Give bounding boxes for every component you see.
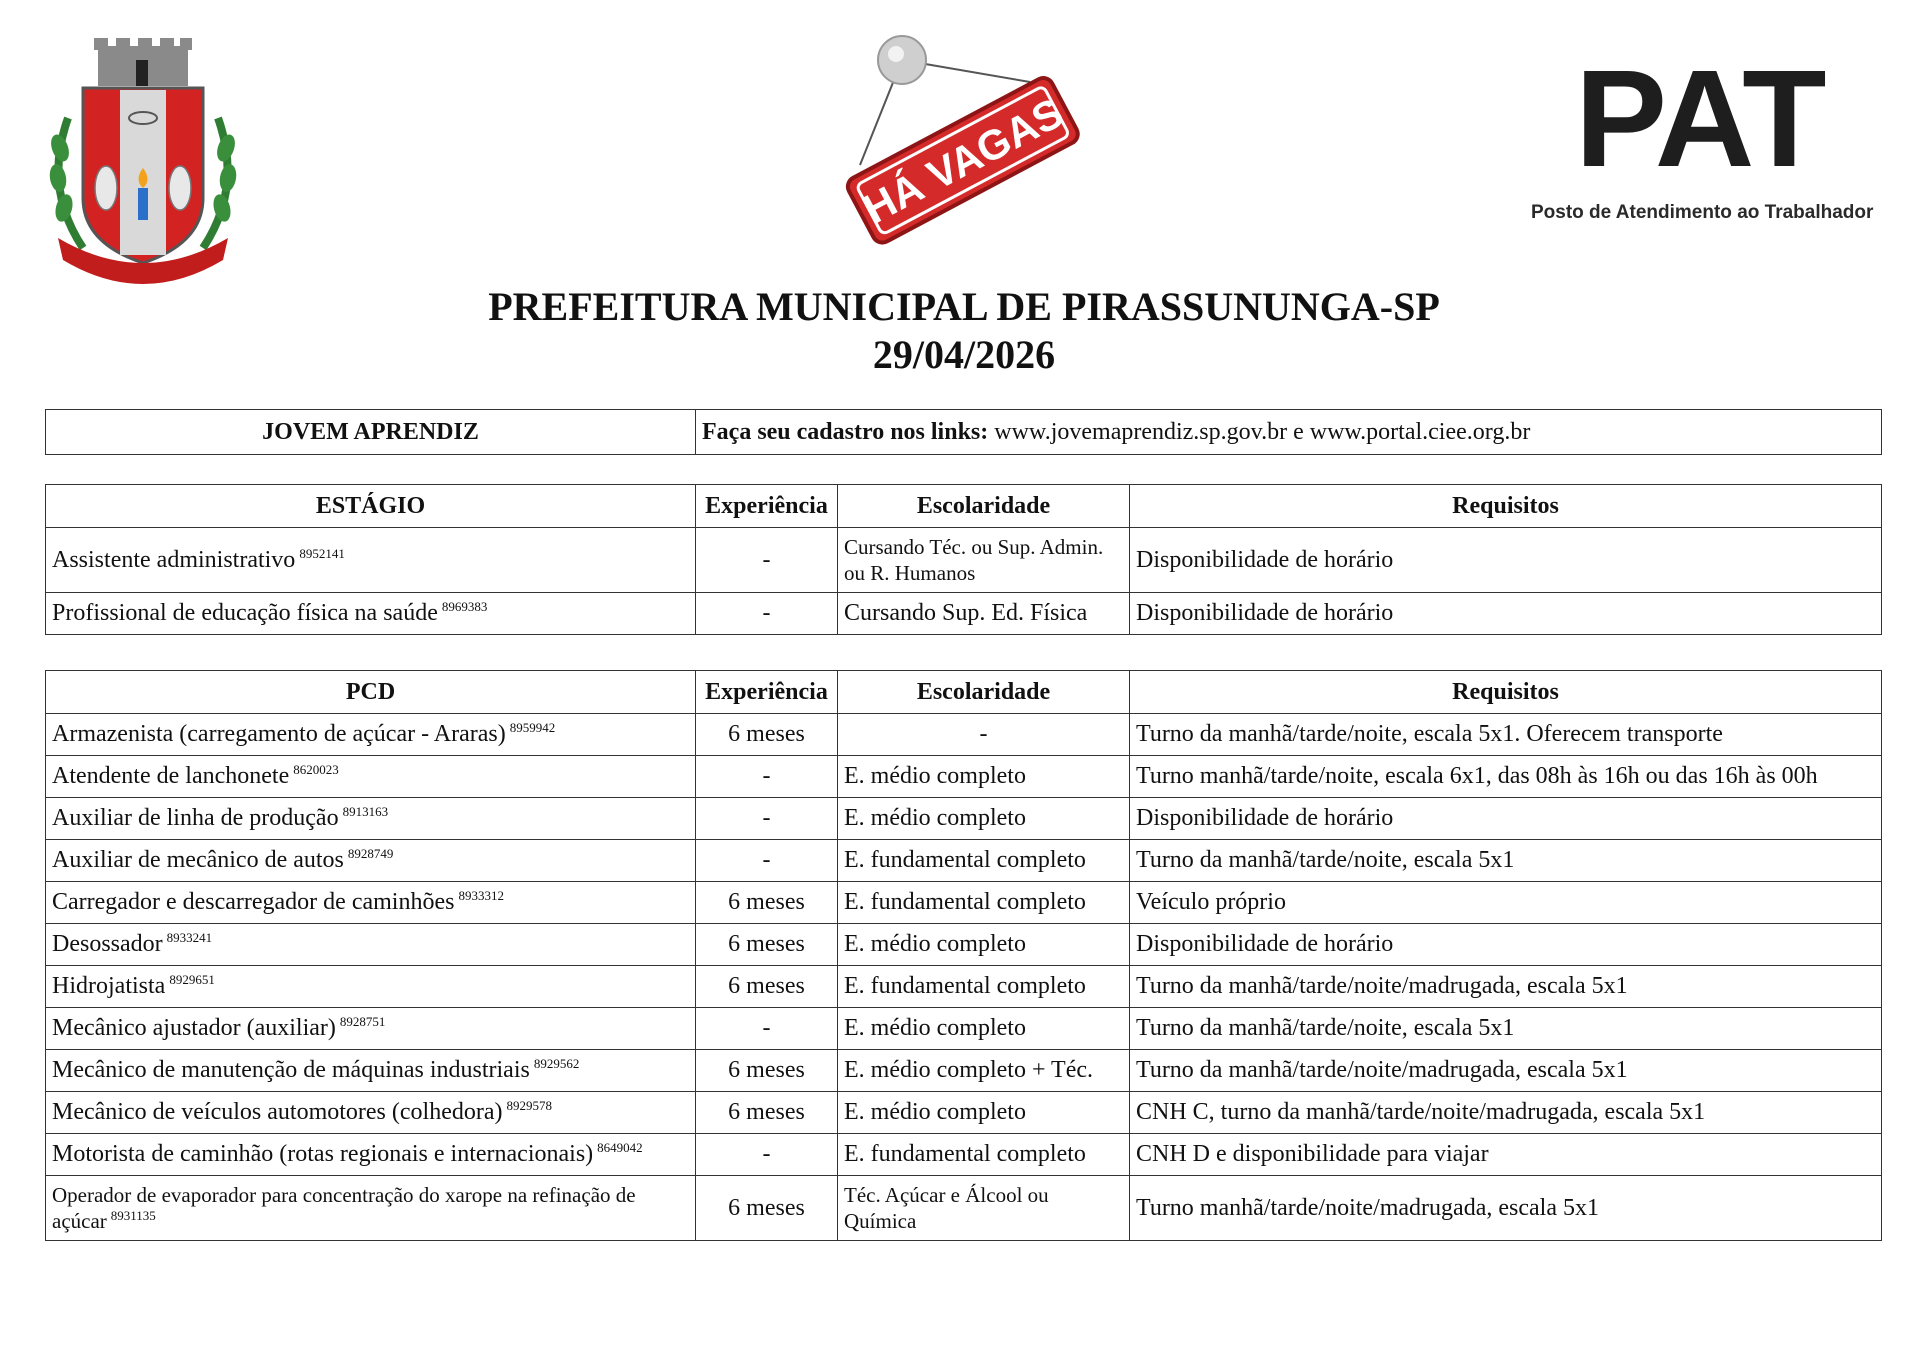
- experiencia-cell: -: [696, 840, 838, 882]
- experiencia-cell: -: [696, 1008, 838, 1050]
- experiencia-cell: -: [696, 528, 838, 593]
- escolaridade-cell: E. fundamental completo: [838, 1134, 1130, 1176]
- vaga-code: 8928749: [347, 846, 394, 861]
- table-row: [46, 1176, 1882, 1241]
- vaga-cell: [46, 840, 696, 882]
- experiencia-cell: 6 meses: [696, 714, 838, 756]
- experiencia-cell: 6 meses: [696, 1092, 838, 1134]
- requisitos-cell: Veículo próprio: [1130, 882, 1882, 924]
- requisitos-cell: Disponibilidade de horário: [1130, 798, 1882, 840]
- table-row: [46, 1092, 1882, 1134]
- vaga-cell: [46, 1176, 696, 1241]
- vaga-cell: [46, 714, 696, 756]
- hiring-sign-text: HÁ VAGAS: [855, 88, 1071, 233]
- experiencia-cell: -: [696, 798, 838, 840]
- escolaridade-cell: E. médio completo: [838, 924, 1130, 966]
- requisitos-cell: Turno da manhã/tarde/noite, escala 5x1: [1130, 840, 1882, 882]
- links-label: Faça seu cadastro nos links:: [702, 418, 989, 445]
- vaga-cell: [46, 798, 696, 840]
- vaga-title: Hidrojatista: [52, 973, 166, 999]
- experiencia-cell: 6 meses: [696, 966, 838, 1008]
- escolaridade-cell: E. médio completo: [838, 756, 1130, 798]
- escolaridade-cell: E. médio completo: [838, 798, 1130, 840]
- vaga-code: 8929651: [169, 972, 215, 987]
- vaga-cell: [46, 528, 696, 593]
- escolaridade-cell: E. médio completo: [838, 1092, 1130, 1134]
- vaga-cell: [46, 1050, 696, 1092]
- vaga-title: Carregador e descarregador de caminhões: [52, 889, 455, 915]
- experiencia-cell: 6 meses: [696, 882, 838, 924]
- escolaridade-cell: -: [838, 714, 1130, 756]
- vaga-title: Profissional de educação física na saúde: [52, 600, 438, 626]
- table-row: [46, 1134, 1882, 1176]
- pat-logo-word: PAT: [1575, 42, 1825, 196]
- requisitos-cell: Disponibilidade de horário: [1130, 924, 1882, 966]
- vaga-code: 8649042: [597, 1140, 643, 1155]
- table-row: [46, 1050, 1882, 1092]
- escolaridade-cell: E. médio completo + Téc.: [838, 1050, 1130, 1092]
- escolaridade-cell: Téc. Açúcar e Álcool ou Química: [838, 1176, 1130, 1241]
- requisitos-cell: Turno da manhã/tarde/noite/madrugada, escala 5x1: [1130, 1050, 1882, 1092]
- experiencia-cell: -: [696, 1134, 838, 1176]
- experiencia-cell: 6 meses: [696, 1176, 838, 1241]
- vaga-code: 8933241: [166, 930, 213, 945]
- vaga-title: Mecânico de veículos automotores (colhedora): [52, 1099, 503, 1125]
- column-header: Experiência: [696, 671, 838, 714]
- vaga-title: Motorista de caminhão (rotas regionais e internacionais): [52, 1141, 594, 1167]
- pcd-rows: [46, 714, 1882, 1241]
- vaga-code: 8928751: [339, 1014, 386, 1029]
- vaga-title: Desossador: [52, 931, 163, 957]
- vaga-cell: [46, 966, 696, 1008]
- column-header: Requisitos: [1130, 485, 1882, 528]
- table-row: [46, 1008, 1882, 1050]
- page-date: 29/04/2026: [872, 332, 1056, 377]
- vaga-cell: [46, 924, 696, 966]
- estagio-table: [45, 484, 1882, 635]
- table-row: [46, 882, 1882, 924]
- table-row: [46, 410, 1882, 455]
- jovem-aprendiz-links: [696, 410, 1882, 455]
- pat-logo: [1515, 42, 1885, 230]
- vaga-code: 8913163: [342, 804, 389, 819]
- table-row: [46, 528, 1882, 593]
- table-header-row: [46, 485, 1882, 528]
- experiencia-cell: -: [696, 756, 838, 798]
- vaga-title: Mecânico ajustador (auxiliar): [52, 1015, 336, 1041]
- requisitos-cell: Turno manhã/tarde/noite, escala 6x1, das 08h às 16h ou das 16h às 00h: [1130, 756, 1882, 798]
- table-row: [46, 840, 1882, 882]
- escolaridade-cell: Cursando Sup. Ed. Física: [838, 593, 1130, 635]
- vaga-code: 8952141: [299, 545, 345, 561]
- escolaridade-cell: E. fundamental completo: [838, 966, 1130, 1008]
- vaga-title: Auxiliar de mecânico de autos: [52, 847, 344, 873]
- vaga-title: Auxiliar de linha de produção: [52, 805, 339, 831]
- requisitos-cell: Turno da manhã/tarde/noite/madrugada, escala 5x1: [1130, 966, 1882, 1008]
- table-row: [46, 593, 1882, 635]
- vaga-cell: [46, 882, 696, 924]
- vaga-cell: [46, 1092, 696, 1134]
- experiencia-cell: 6 meses: [696, 924, 838, 966]
- vaga-cell: [46, 756, 696, 798]
- escolaridade-cell: E. fundamental completo: [838, 882, 1130, 924]
- requisitos-cell: CNH D e disponibilidade para viajar: [1130, 1134, 1882, 1176]
- requisitos-cell: Disponibilidade de horário: [1130, 528, 1882, 593]
- escolaridade-cell: E. fundamental completo: [838, 840, 1130, 882]
- table-row: [46, 798, 1882, 840]
- column-header: Escolaridade: [838, 671, 1130, 714]
- estagio-rows: [46, 528, 1882, 635]
- vaga-cell: [46, 1008, 696, 1050]
- requisitos-cell: Turno manhã/tarde/noite/madrugada, escala 5x1: [1130, 1176, 1882, 1241]
- column-header: Escolaridade: [838, 485, 1130, 528]
- vaga-code: 8959942: [509, 720, 556, 735]
- experiencia-cell: 6 meses: [696, 1050, 838, 1092]
- vaga-title: Mecânico de manutenção de máquinas industriais: [52, 1057, 530, 1083]
- vaga-cell: [46, 1134, 696, 1176]
- jovem-aprendiz-label: JOVEM APRENDIZ: [46, 410, 696, 455]
- pat-logo-subtitle: Posto de Atendimento ao Trabalhador: [1531, 202, 1874, 223]
- column-header: Experiência: [696, 485, 838, 528]
- escolaridade-cell: E. médio completo: [838, 1008, 1130, 1050]
- requisitos-cell: Turno da manhã/tarde/noite, escala 5x1: [1130, 1008, 1882, 1050]
- pcd-table: [45, 670, 1882, 1241]
- experiencia-cell: -: [696, 593, 838, 635]
- jovem-aprendiz-table: [45, 409, 1882, 455]
- vaga-code: 8929578: [506, 1098, 552, 1113]
- column-header: PCD: [46, 671, 696, 714]
- vaga-code: 8969383: [441, 599, 488, 614]
- vaga-code: 8931135: [110, 1208, 156, 1223]
- vaga-code: 8929562: [533, 1056, 580, 1071]
- escolaridade-cell: Cursando Téc. ou Sup. Admin. ou R. Humanos: [838, 528, 1130, 593]
- table-row: [46, 756, 1882, 798]
- table-header-row: [46, 671, 1882, 714]
- vaga-title: Armazenista (carregamento de açúcar - Araras): [52, 721, 506, 747]
- page-header: [0, 0, 1920, 290]
- page-title: PREFEITURA MUNICIPAL DE PIRASSUNUNGA-SP: [488, 284, 1440, 329]
- requisitos-cell: CNH C, turno da manhã/tarde/noite/madrugada, escala 5x1: [1130, 1092, 1882, 1134]
- vaga-code: 8620023: [293, 762, 339, 777]
- requisitos-cell: Disponibilidade de horário: [1130, 593, 1882, 635]
- vaga-cell: [46, 593, 696, 635]
- vaga-title: Atendente de lanchonete: [52, 763, 290, 789]
- vaga-title: Assistente administrativo: [52, 546, 296, 573]
- table-row: [46, 924, 1882, 966]
- requisitos-cell: Turno da manhã/tarde/noite, escala 5x1. Oferecem transporte: [1130, 714, 1882, 756]
- table-row: [46, 714, 1882, 756]
- links-text[interactable]: www.jovemaprendiz.sp.gov.br e www.portal.ciee.org.br: [994, 418, 1531, 445]
- column-header: Requisitos: [1130, 671, 1882, 714]
- municipal-crest-icon: [38, 38, 248, 288]
- vaga-code: 8933312: [458, 888, 504, 903]
- table-row: [46, 966, 1882, 1008]
- column-header: ESTÁGIO: [46, 485, 696, 528]
- hiring-sign-icon: [830, 30, 1090, 250]
- vaga-title: Operador de evaporador para concentração do xarope na refinação de açúcar: [52, 1183, 636, 1233]
